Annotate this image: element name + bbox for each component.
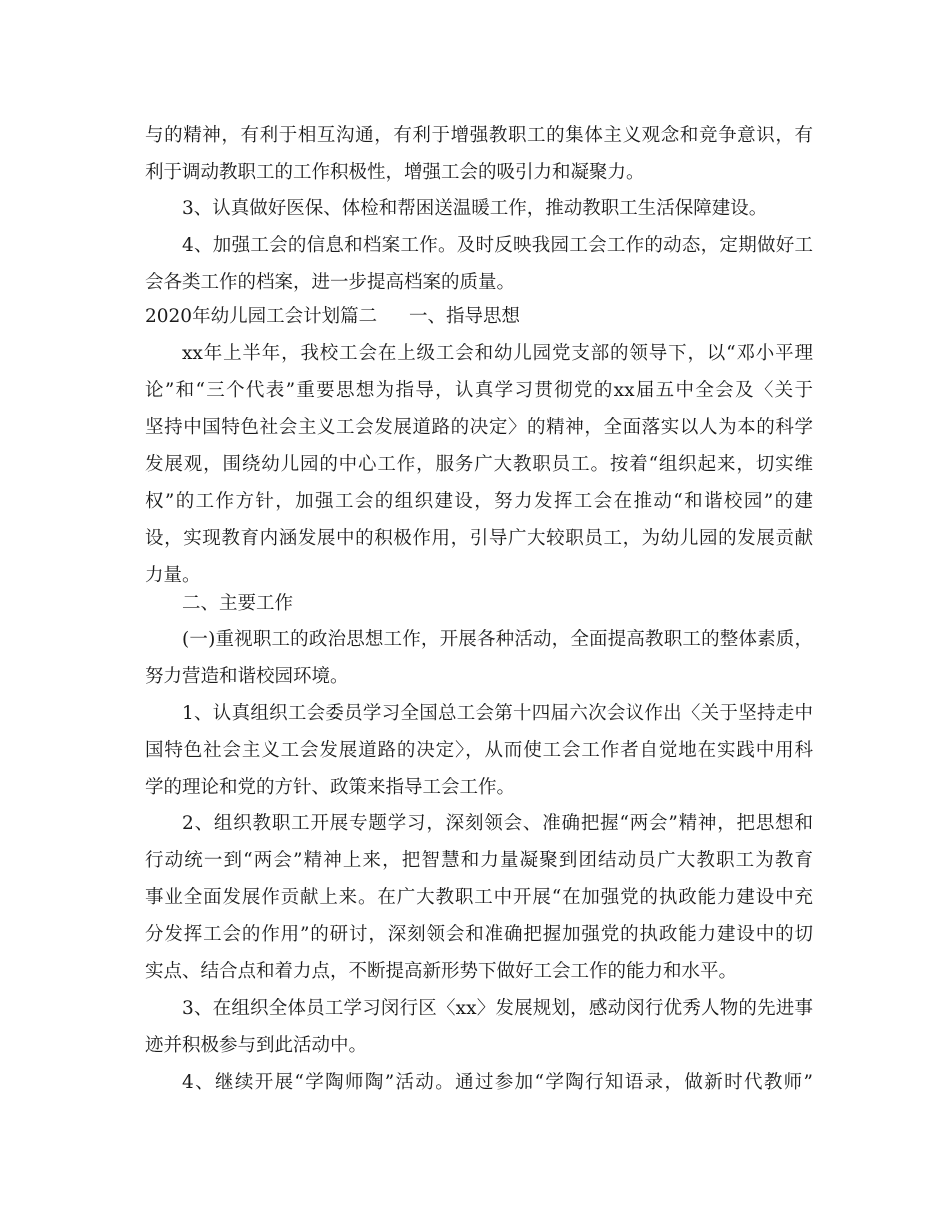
text-line: 4、加强工会的信息和档案工作。及时反映我园工会工作的动态，定期做好工	[182, 235, 813, 256]
paragraph	[145, 227, 813, 301]
text-line: 迹并积极参与到此活动中。	[145, 1035, 368, 1056]
paragraph	[145, 621, 813, 695]
section-subtitle: 一、指导思想	[409, 306, 521, 327]
text-line: 发展观，围绕幼儿园的中心工作，服务广大教职员工。按着“组织起来，切实维	[145, 454, 813, 475]
text-line: 权”的工作方针，加强工会的组织建设，努力发挥工会在推动“和谐校园”的建	[145, 491, 813, 512]
text-line: xx年上半年，我校工会在上级工会和幼儿园党支部的领导下，以“邓小平理	[182, 343, 813, 364]
paragraph	[145, 190, 813, 227]
paragraph	[145, 335, 813, 594]
text-line: (一)重视职工的政治思想工作，开展各种活动，全面提高教职工的整体素质，	[182, 629, 813, 650]
text-line: 4、继续开展“学陶师陶”活动。通过参加“学陶行知语录，做新时代教师”	[182, 1072, 813, 1093]
paragraph	[145, 1064, 813, 1101]
text-line: 事业全面发展作贡献上来。在广大教职工中开展“在加强党的执政能力建设中充	[145, 887, 813, 908]
text-line: 会各类工作的档案，进一步提高档案的质量。	[145, 272, 516, 293]
paragraph	[145, 695, 813, 806]
subheading	[145, 585, 813, 622]
text-line: 行动统一到“两会”精神上来，把智慧和力量凝聚到团结动员广大教职工为教育	[145, 850, 813, 871]
section-heading	[145, 298, 813, 335]
paragraph	[145, 117, 813, 191]
text-line: 学的理论和党的方针、政策来指导工会工作。	[145, 777, 516, 798]
text-line: 坚持中国特色社会主义工会发展道路的决定〉的精神，全面落实以人为本的科学	[145, 417, 813, 438]
text-line: 努力营造和谐校园环境。	[145, 666, 349, 687]
text-line: 3、认真做好医保、体检和帮困送温暖工作，推动教职工生活保障建设。	[182, 198, 768, 219]
text-line: 与的精神，有利于相互沟通，有利于增强教职工的集体主义观念和竞争意识，有	[145, 125, 813, 146]
text-line: 设，实现教育内涵发展中的积极作用，引导广大较职员工，为幼儿园的发展贡献	[145, 528, 813, 549]
text-line: 3、在组织全体员工学习闵行区〈xx〉发展规划，感动闵行优秀人物的先进事	[182, 998, 813, 1019]
text-line: 二、主要工作	[182, 593, 294, 614]
paragraph	[145, 805, 813, 990]
section-title: 2020年幼儿园工会计划篇二	[145, 306, 378, 327]
text-line: 力量。	[145, 565, 201, 586]
text-line: 实点、结合点和着力点，不断提高新形势下做好工会工作的能力和水平。	[145, 961, 738, 982]
text-line: 国特色社会主义工会发展道路的决定〉，从而使工会工作者自觉地在实践中用科	[145, 740, 813, 761]
paragraph	[145, 990, 813, 1064]
text-line: 利于调动教职工的工作积极性，增强工会的吸引力和凝聚力。	[145, 162, 645, 183]
text-line: 论”和“三个代表”重要思想为指导，认真学习贯彻党的xx届五中全会及〈关于	[145, 380, 813, 401]
text-line: 1、认真组织工会委员学习全国总工会第十四届六次会议作出〈关于坚持走中	[182, 703, 813, 724]
text-line: 分发挥工会的作用”的研讨，深刻领会和准确把握加强党的执政能力建设中的切	[145, 924, 813, 945]
text-line: 2、组织教职工开展专题学习，深刻领会、准确把握“两会”精神，把思想和	[182, 813, 813, 834]
